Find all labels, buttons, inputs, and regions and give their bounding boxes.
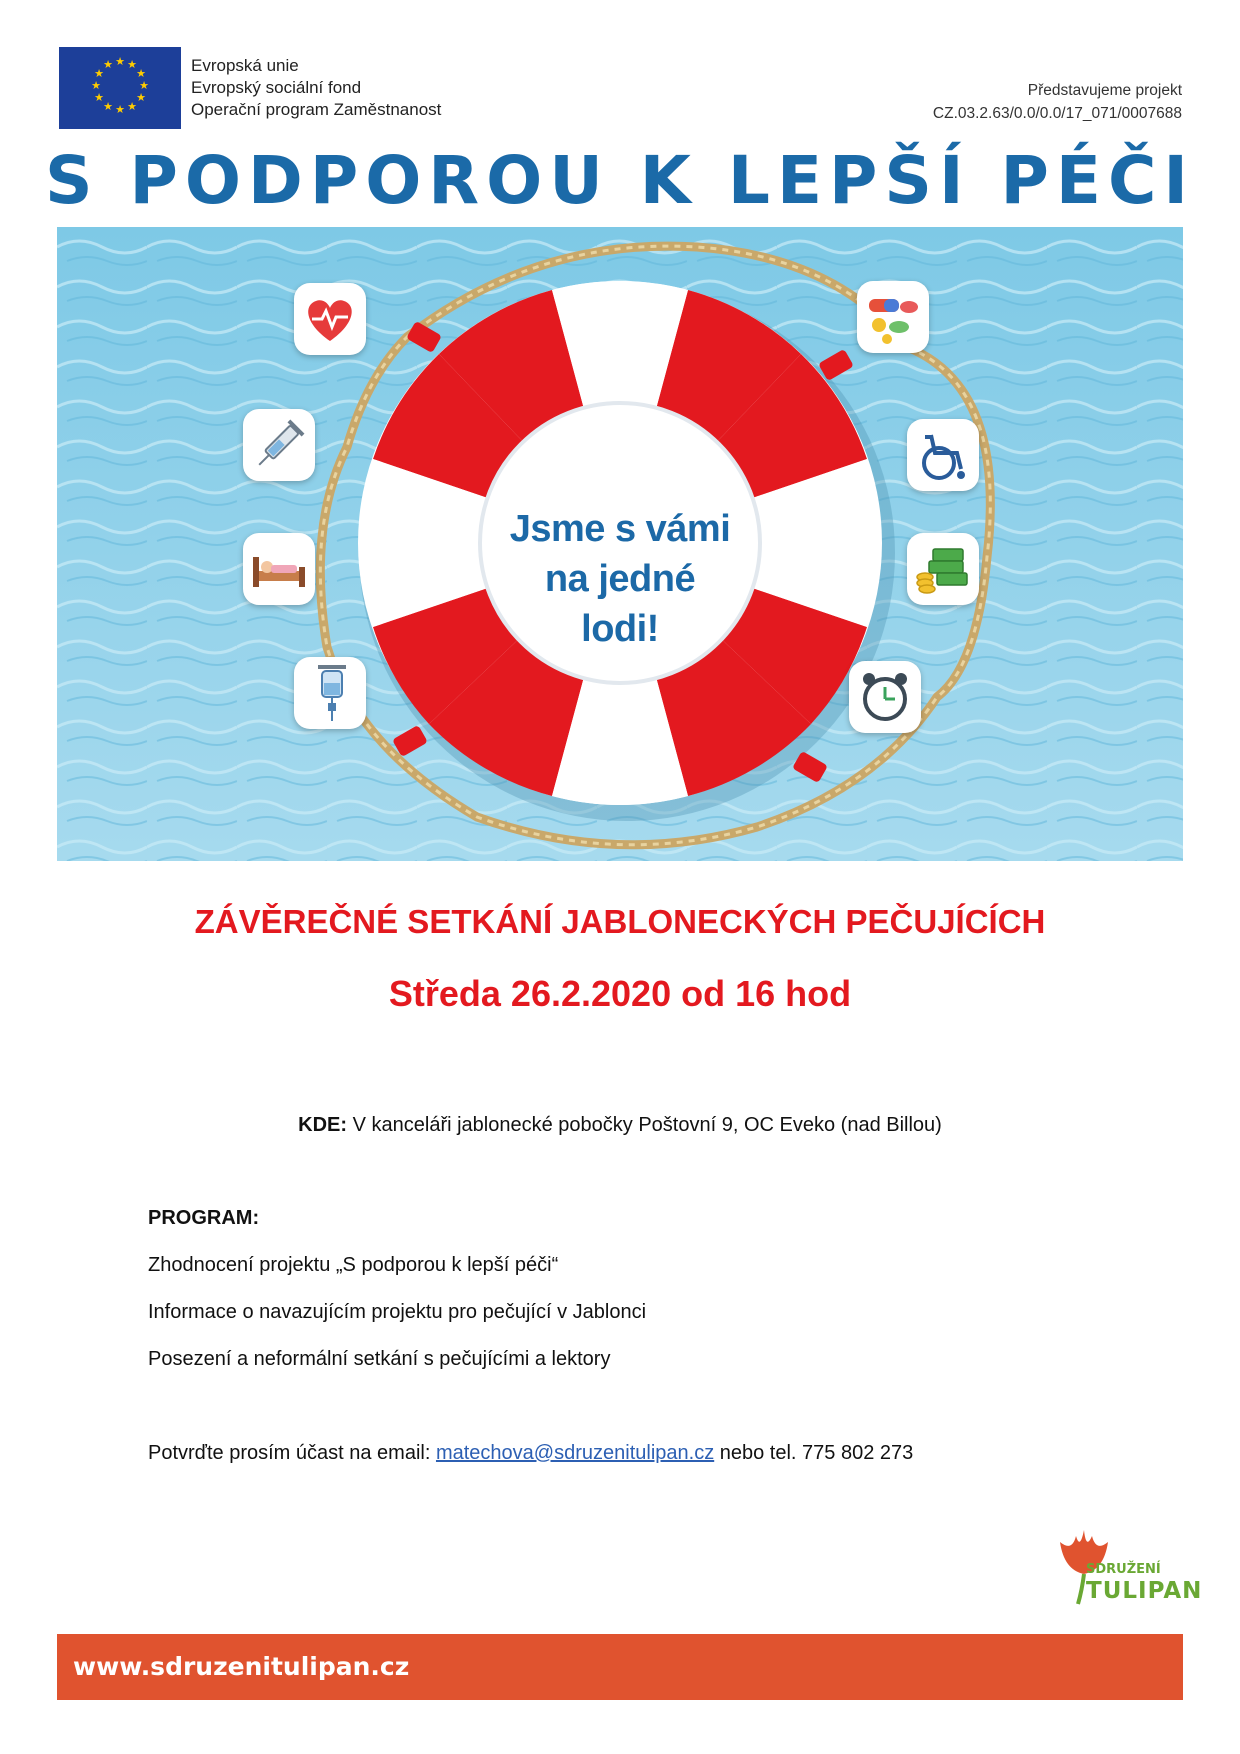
- program-item: Zhodnocení projektu „S podporou k lepší péči“: [148, 1254, 559, 1276]
- event-location: [0, 1114, 1240, 1137]
- eu-line-3: Operační program Zaměstnanost: [191, 100, 442, 119]
- page-title: S PODPOROU K LEPŠÍ PÉČI: [45, 142, 1195, 219]
- svg-text:★: ★: [115, 55, 125, 68]
- svg-text:★: ★: [139, 79, 149, 92]
- bed-icon: [243, 533, 315, 605]
- eu-line-1: Evropská unie: [191, 56, 299, 75]
- location-text: V kanceláři jablonecké pobočky Poštovní 9, OC Eveko (nad Billou): [347, 1114, 942, 1136]
- project-info: [933, 79, 1182, 125]
- eu-flag-logo: [59, 47, 181, 129]
- project-label: Představujeme projekt: [1027, 82, 1182, 99]
- event-title: ZÁVĚREČNÉ SETKÁNÍ JABLONECKÝCH PEČUJÍCÍCH: [194, 903, 1046, 940]
- alarm-clock-icon: [849, 661, 921, 733]
- email-link[interactable]: matechova@sdruzenitulipan.cz: [435, 1442, 715, 1464]
- svg-text:★: ★: [94, 67, 104, 80]
- hero-slogan: [57, 504, 1183, 654]
- hero-line-3: lodi!: [581, 608, 659, 650]
- pills-icon: [857, 281, 929, 353]
- eu-line-2: Evropský sociální fond: [191, 78, 362, 97]
- syringe-icon: [243, 409, 315, 481]
- hero-image: [57, 227, 1183, 861]
- contact-suffix: nebo tel. 775 802 273: [714, 1442, 914, 1464]
- svg-text:★: ★: [91, 79, 101, 92]
- heart-monitor-icon: [294, 283, 366, 355]
- svg-text:★: ★: [127, 100, 137, 113]
- money-icon: [907, 533, 979, 605]
- tulipan-logo: [1052, 1522, 1203, 1608]
- svg-text:★: ★: [103, 100, 113, 113]
- hero-line-1: Jsme s vámi: [509, 508, 731, 550]
- svg-text:★: ★: [115, 103, 125, 116]
- svg-text:★: ★: [127, 58, 137, 71]
- program-heading: PROGRAM:: [148, 1207, 260, 1229]
- svg-text:★: ★: [103, 58, 113, 71]
- logo-line-2: TULIPAN: [1086, 1578, 1203, 1604]
- program-item: Informace o navazujícím projektu pro pečující v Jablonci: [148, 1301, 647, 1323]
- eu-program-text: [191, 55, 441, 121]
- svg-text:★: ★: [136, 67, 146, 80]
- event-date: Středa 26.2.2020 od 16 hod: [388, 973, 852, 1014]
- program-section: [148, 1206, 646, 1394]
- contact-line: [148, 1442, 913, 1465]
- contact-prefix: Potvrďte prosím účast na email:: [148, 1442, 436, 1464]
- iv-drip-icon: [294, 657, 366, 729]
- svg-text:★: ★: [136, 91, 146, 104]
- footer-website-link[interactable]: www.sdruzenitulipan.cz: [73, 1652, 410, 1681]
- footer-bar: [57, 1634, 1183, 1700]
- hero-line-2: na jedné: [544, 558, 696, 600]
- svg-text:★: ★: [94, 91, 104, 104]
- logo-line-1: SDRUŽENÍ: [1086, 1562, 1161, 1577]
- program-item: Posezení a neformální setkání s pečujícími a lektory: [148, 1348, 611, 1370]
- project-code: CZ.03.2.63/0.0/0.0/17_071/0007688: [932, 105, 1182, 122]
- location-label: KDE:: [298, 1114, 348, 1136]
- wheelchair-icon: [907, 419, 979, 491]
